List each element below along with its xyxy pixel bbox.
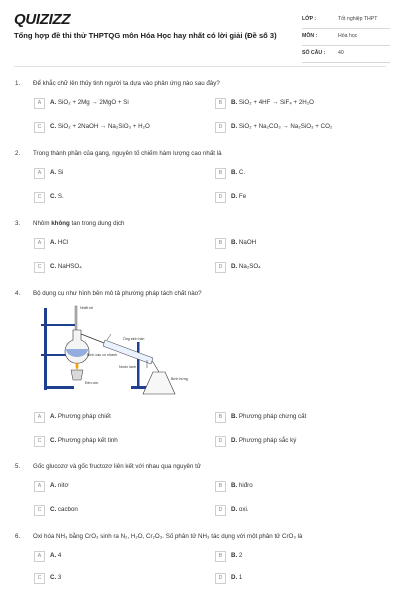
option-text: 2: [238, 552, 243, 559]
meta-value: Tốt nghiệp THPT: [338, 16, 378, 22]
option-c[interactable]: [34, 262, 206, 274]
meta-row-class: [302, 12, 390, 29]
option-text: 1: [238, 574, 243, 581]
question-text: Bộ dụng cụ như hình bên mô tả phương pháp tách chất nào?: [33, 290, 202, 297]
option-letter-box: A: [34, 412, 45, 423]
question-number: 1.: [15, 80, 21, 87]
option-letter-box: B: [215, 481, 226, 492]
option-text: cacbon: [57, 506, 78, 513]
stand-rod-left: [44, 308, 47, 390]
option-key: C.: [50, 506, 57, 513]
option-key: A.: [50, 482, 57, 489]
option-key: A.: [50, 169, 57, 176]
option-key: A.: [50, 552, 57, 559]
option-key: A.: [50, 99, 57, 106]
option-b[interactable]: [215, 98, 387, 110]
emphasis-not: không: [51, 220, 70, 227]
option-key: A.: [50, 413, 57, 420]
option-letter-box: C: [34, 192, 45, 203]
option-d[interactable]: [215, 436, 387, 448]
option-letter-box: D: [215, 192, 226, 203]
option-key: B.: [231, 552, 238, 559]
option-letter-box: D: [215, 262, 226, 273]
option-letter-box: B: [215, 238, 226, 249]
option-letter-box: C: [34, 262, 45, 273]
option-text: SiO₂ + 2Mg → 2MgO + Si: [57, 99, 129, 106]
option-c[interactable]: [34, 573, 206, 585]
option-letter-box: A: [34, 98, 45, 109]
receiving-flask: [143, 372, 175, 394]
option-letter-box: C: [34, 573, 45, 584]
option-letter-box: D: [215, 505, 226, 516]
option-key: B.: [231, 169, 238, 176]
option-key: C.: [50, 574, 57, 581]
option-text: NaOH: [238, 239, 257, 246]
meta-value: 40: [338, 50, 344, 56]
option-letter-box: C: [34, 505, 45, 516]
option-text: Phương pháp chưng cất: [238, 413, 307, 420]
option-c[interactable]: [34, 436, 206, 448]
alcohol-burner: [71, 370, 83, 380]
option-d[interactable]: [215, 192, 387, 204]
option-key: D.: [231, 263, 238, 270]
worksheet-meta: [302, 12, 390, 63]
question-number: 2.: [15, 150, 21, 157]
worksheet-title: Tổng hợp đề thi thử THPTQG môn Hóa Học hay nhất có lời giải (Đề số 3): [14, 31, 277, 40]
label-condenser: Ống sinh hàn: [123, 337, 145, 341]
question-number: 5.: [15, 463, 21, 470]
option-letter-box: A: [34, 551, 45, 562]
label-burner: Đèn cồn: [85, 381, 99, 385]
option-key: D.: [231, 123, 238, 130]
option-key: C.: [50, 193, 57, 200]
clamp-arm: [41, 324, 77, 326]
option-d[interactable]: [215, 505, 387, 517]
option-letter-box: D: [215, 436, 226, 447]
option-text: Fe: [238, 193, 247, 200]
option-key: B.: [231, 239, 238, 246]
quizizz-logo: QUIZIZZ: [14, 11, 71, 28]
header-divider: [14, 66, 386, 67]
option-key: D.: [231, 193, 238, 200]
stand-rod-right: [137, 342, 140, 388]
option-text: oxi.: [238, 506, 249, 513]
meta-row-count: [302, 46, 390, 63]
option-letter-box: D: [215, 573, 226, 584]
option-text: HCl: [57, 239, 69, 246]
option-key: C.: [50, 437, 57, 444]
option-a[interactable]: [34, 168, 206, 180]
meta-row-subject: [302, 29, 390, 46]
option-key: D.: [231, 506, 238, 513]
option-d[interactable]: [215, 122, 387, 134]
question-number: 6.: [15, 533, 21, 540]
option-c[interactable]: [34, 122, 206, 134]
meta-label: LỚP :: [302, 16, 317, 22]
option-b[interactable]: [215, 238, 387, 250]
option-letter-box: B: [215, 168, 226, 179]
option-text: Si: [57, 169, 64, 176]
label-receiver: Bình hứng: [171, 377, 188, 381]
option-a[interactable]: [34, 481, 206, 493]
question-text: Gốc glucozơ và gốc fructozơ liên kết với nhau qua nguyên tử: [33, 463, 201, 470]
worksheet-header: [0, 0, 400, 70]
option-text: 3: [57, 574, 62, 581]
question-number: 3.: [15, 220, 21, 227]
option-key: B.: [231, 413, 238, 420]
option-key: D.: [231, 437, 238, 444]
option-key: B.: [231, 482, 238, 489]
option-c[interactable]: [34, 505, 206, 517]
stand-base: [44, 386, 74, 389]
option-letter-box: C: [34, 436, 45, 447]
option-d[interactable]: [215, 262, 387, 274]
option-letter-box: C: [34, 122, 45, 133]
label-cold-water: Nước lạnh: [119, 365, 136, 369]
option-a[interactable]: [34, 98, 206, 110]
option-letter-box: A: [34, 238, 45, 249]
option-key: C.: [50, 123, 57, 130]
option-letter-box: B: [215, 412, 226, 423]
condenser: [103, 340, 153, 364]
meta-value: Hóa học: [338, 33, 358, 39]
option-letter-box: A: [34, 481, 45, 492]
option-text: Phương pháp chiết: [57, 413, 111, 420]
option-text: Na₂SO₄: [238, 263, 261, 270]
option-b[interactable]: [215, 168, 387, 180]
option-key: A.: [50, 239, 57, 246]
label-flask: Bình cầu có nhánh: [87, 353, 117, 357]
option-letter-box: D: [215, 122, 226, 133]
round-bottom-flask: [65, 330, 89, 363]
question-text: Trong thành phần của gang, nguyên tố chiếm hàm lượng cao nhất là: [33, 150, 222, 157]
question-text: Oxi hóa NH₃ bằng CrO₃ sinh ra N₂, H₂O, Cr₂O₃. Số phân tử NH₃ tác dụng với một phân tử CrO₃ là: [33, 533, 303, 540]
option-key: B.: [231, 99, 238, 106]
option-c[interactable]: [34, 192, 206, 204]
option-text: SiO₂ + 2NaOH → Na₂SiO₃ + H₂O: [57, 123, 150, 130]
option-text: NaHSO₄: [57, 263, 82, 270]
option-text: nitơ: [57, 482, 69, 489]
meta-label: SỐ CÂU :: [302, 50, 326, 56]
option-text: 4: [57, 552, 62, 559]
distillation-apparatus-figure: [35, 300, 210, 400]
option-text: Phương pháp sắc ký: [238, 437, 297, 444]
option-letter-box: B: [215, 98, 226, 109]
option-key: D.: [231, 574, 238, 581]
option-key: C.: [50, 263, 57, 270]
option-d[interactable]: [215, 573, 387, 585]
question-text: Nhôm không tan trong dung dịch: [33, 220, 125, 227]
option-text: Phương pháp kết tinh: [57, 437, 118, 444]
option-letter-box: B: [215, 551, 226, 562]
question-text: Để khắc chữ lên thủy tinh người ta dựa vào phản ứng nào sau đây?: [33, 80, 220, 87]
option-a[interactable]: [34, 238, 206, 250]
option-text: hiđro: [238, 482, 253, 489]
option-b[interactable]: [215, 481, 387, 493]
option-b[interactable]: [215, 551, 387, 563]
option-text: S.: [57, 193, 64, 200]
option-b[interactable]: [215, 412, 387, 424]
option-a[interactable]: [34, 412, 206, 424]
option-text: SiO₂ + 4HF → SiF₄ + 2H₂O: [238, 99, 314, 106]
question-number: 4.: [15, 290, 21, 297]
option-letter-box: A: [34, 168, 45, 179]
option-text: SiO₂ + Na₂CO₃ → Na₂SiO₃ + CO₂: [238, 123, 333, 130]
label-thermometer: Nhiệt kế: [80, 306, 94, 310]
meta-label: MÔN :: [302, 33, 318, 39]
option-text: C.: [238, 169, 246, 176]
option-a[interactable]: [34, 551, 206, 563]
